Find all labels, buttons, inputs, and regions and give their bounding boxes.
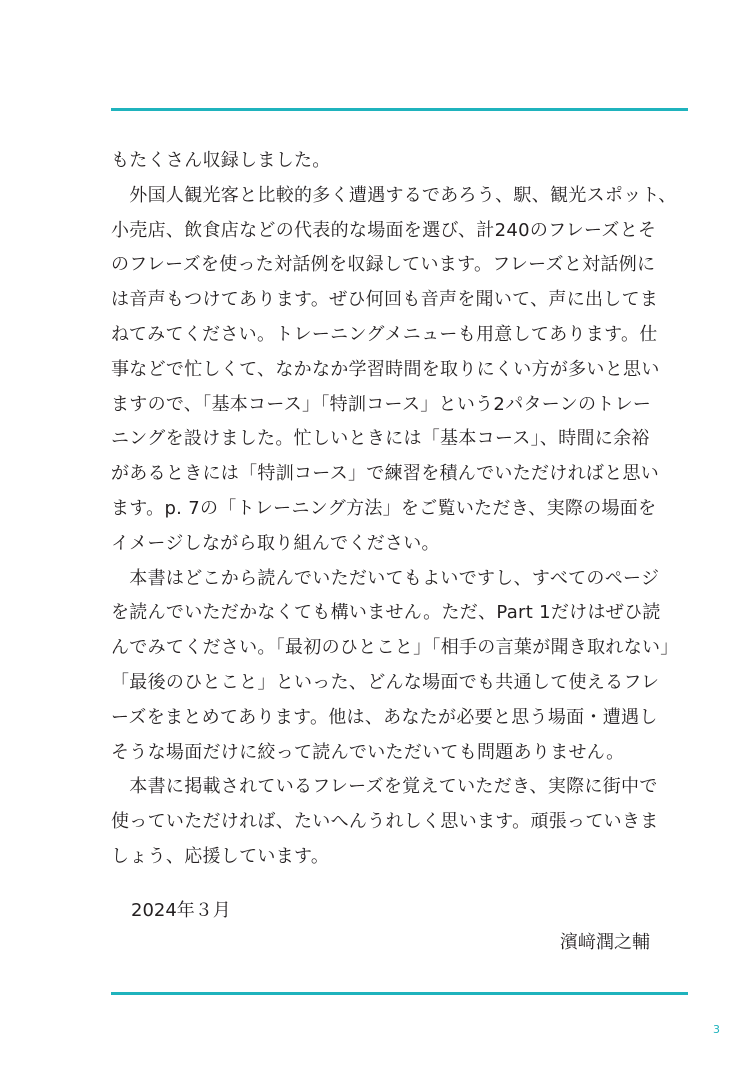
text-line: イメージしながら取り組んでください。 (111, 532, 440, 554)
text-line: 使っていただければ、たいへんうれしく思います。頑張っていきま (111, 811, 659, 833)
text-line: のフレーズを使った対話例を収録しています。フレーズと対話例に (111, 254, 656, 276)
author-name: 濱﨑潤之輔 (560, 932, 650, 953)
text-line: ーズをまとめてあります。他は、あなたが必要と思う場面・遭遇し (111, 706, 658, 728)
page-number: 3 (713, 1023, 720, 1036)
text-line: んでみてください。「最初のひとこと」「相手の言葉が聞き取れない」 (111, 637, 679, 659)
text-line: 小売店、飲食店などの代表的な場面を選び、計240のフレーズとそ (111, 219, 657, 241)
text-line: 本書はどこから読んでいただいてもよいですし、すべてのページ (111, 567, 660, 589)
text-line: 「最後のひとこと」といった、どんな場面でも共通して使えるフレ (111, 671, 660, 693)
text-line: 外国人観光客と比較的多く遭遇するであろう、駅、観光スポット、 (111, 184, 677, 206)
text-line: そうな場面だけに絞って読んでいただいても問題ありません。 (111, 741, 625, 763)
text-line: があるときには「特訓コース」で練習を積んでいただければと思い (111, 463, 660, 485)
text-line: ニングを設けました。忙しいときには「基本コース」、時間に余裕 (111, 428, 650, 450)
text-line: 本書に掲載されているフレーズを覚えていただき、実際に街中で (111, 776, 658, 798)
top-rule (111, 108, 688, 111)
body-text (111, 144, 679, 875)
text-line: ねてみてください。トレーニングメニューも用意してあります。仕 (111, 323, 658, 345)
bottom-rule (111, 992, 688, 995)
text-line: ます。p. 7の「トレーニング方法」をご覧いただき、実際の場面を (111, 497, 657, 519)
text-line: を読んでいただかなくても構いません。ただ、Part 1だけはぜひ読 (111, 602, 661, 624)
date: 2024年３月 (131, 900, 231, 921)
text-line: しょう、応援しています。 (111, 845, 330, 867)
text-line: もたくさん収録しました。 (111, 150, 331, 171)
text-line: ますので、「基本コース」「特訓コース」という2パターンのトレー (111, 393, 652, 415)
text-line: は音声もつけてあります。ぜひ何回も音声を聞いて、声に出してま (111, 289, 659, 311)
text-line: 事などで忙しくて、なかなか学習時間を取りにくい方が多いと思い (111, 358, 660, 380)
